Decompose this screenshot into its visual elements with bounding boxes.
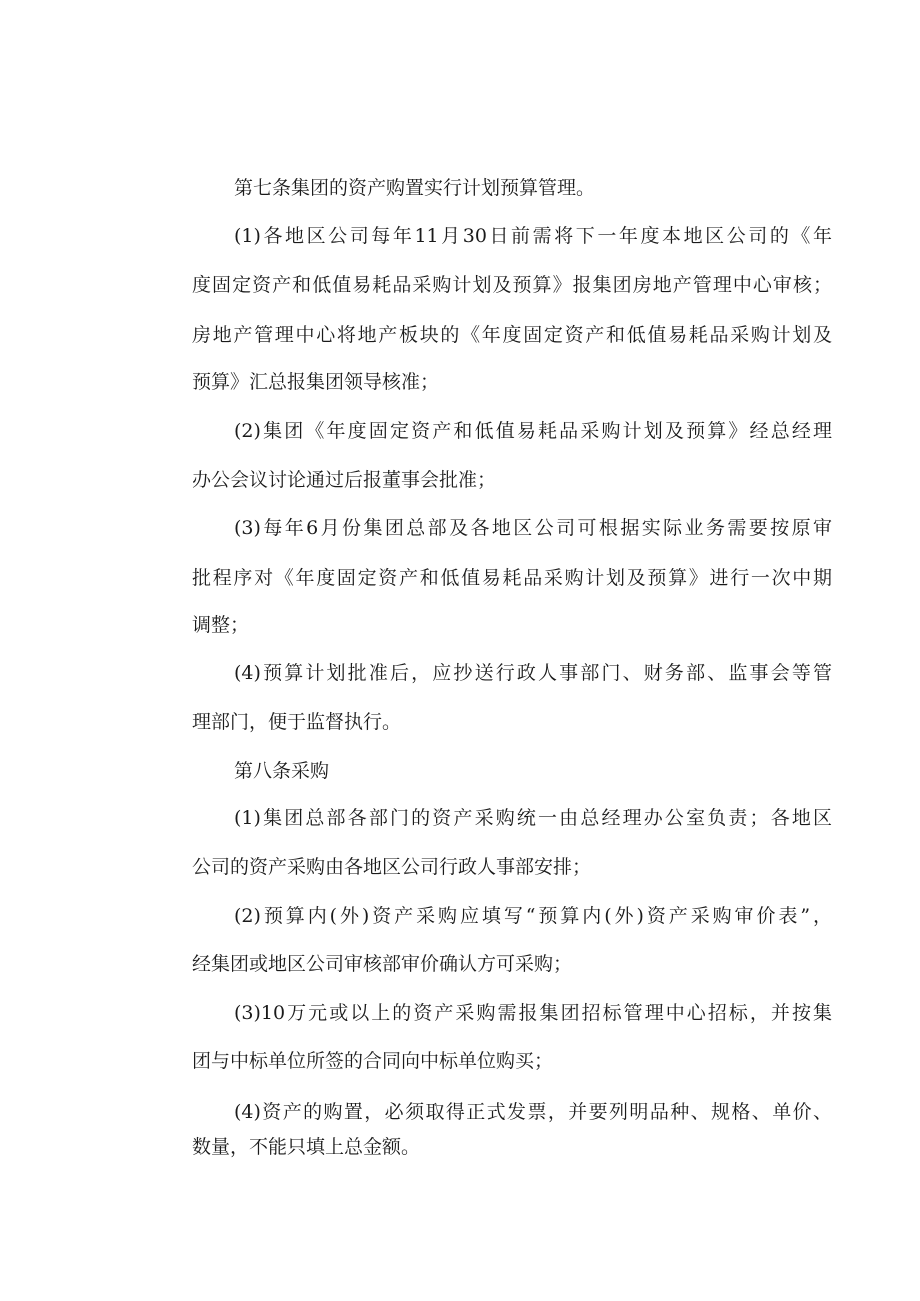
article-7-item-1-line-1: (1)各地区公司每年11月30日前需将下一年度本地区公司的《年	[234, 225, 832, 247]
article-7-item-1-line-3: 房地产管理中心将地产板块的《年度固定资产和低值易耗品采购计划及	[192, 324, 832, 346]
article-7-item-3-line-1: (3)每年6月份集团总部及各地区公司可根据实际业务需要按原审	[234, 517, 832, 539]
article-8-item-2-line-1: (2)预算内(外)资产采购应填写“预算内(外)资产采购审价表”，	[234, 905, 832, 927]
article-7-item-3-line-2: 批程序对《年度固定资产和低值易耗品采购计划及预算》进行一次中期	[192, 567, 832, 589]
article-7-item-2-line-2: 办公会议讨论通过后报董事会批准；	[192, 469, 497, 491]
article-8-item-1-line-2: 公司的资产采购由各地区公司行政人事部安排；	[192, 856, 592, 878]
article-8-item-4-line-1: (4)资产的购置，必须取得正式发票，并要列明品种、规格、单价、	[234, 1101, 832, 1123]
article-7-item-4-line-1: (4)预算计划批准后，应抄送行政人事部门、财务部、监事会等管	[234, 662, 832, 684]
article-7-item-2-line-1: (2)集团《年度固定资产和低值易耗品采购计划及预算》经总经理	[234, 420, 832, 442]
article-8-item-4-line-2: 数量，不能只填上总金额。	[192, 1136, 421, 1158]
article-8-item-3-line-1: (3)10万元或以上的资产采购需报集团招标管理中心招标，并按集	[234, 1002, 832, 1024]
article-7-item-1-line-4: 预算》汇总报集团领导核准；	[192, 371, 440, 393]
article-8-heading: 第八条采购	[234, 760, 330, 782]
article-8-item-1-line-1: (1)集团总部各部门的资产采购统一由总经理办公室负责；各地区	[234, 807, 832, 829]
article-7-item-4-line-2: 理部门，便于监督执行。	[192, 711, 402, 733]
article-8-item-2-line-2: 经集团或地区公司审核部审价确认方可采购；	[192, 953, 573, 975]
article-7-item-3-line-3: 调整；	[192, 614, 250, 636]
article-7-heading: 第七条集团的资产购置实行计划预算管理。	[234, 177, 596, 199]
article-8-item-3-line-2: 团与中标单位所签的合同向中标单位购买；	[192, 1050, 554, 1072]
article-7-item-1-line-2: 度固定资产和低值易耗品采购计划及预算》报集团房地产管理中心审核；	[192, 274, 832, 296]
